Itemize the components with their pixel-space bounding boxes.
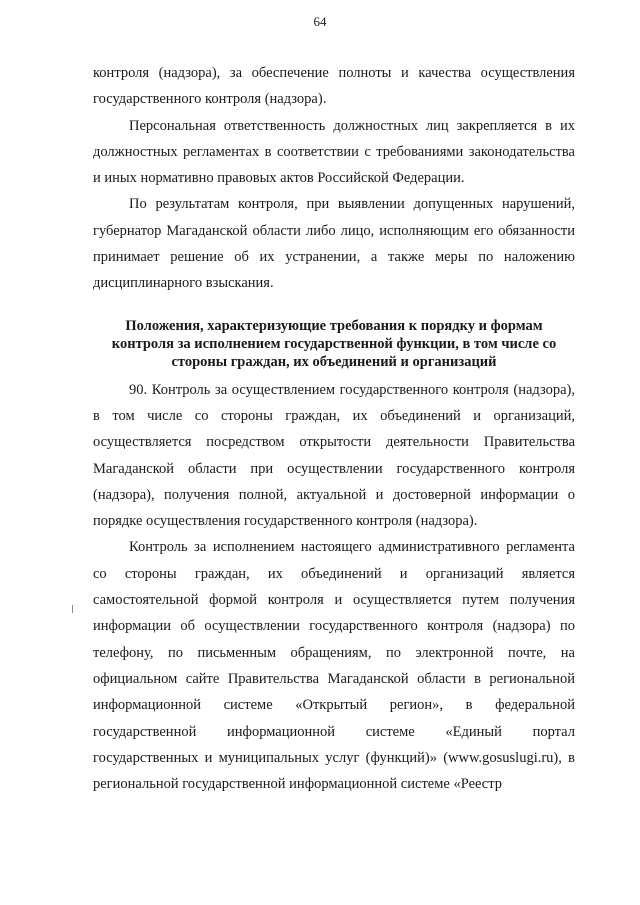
paragraph-control-results: По результатам контроля, при выявлении допущенных нарушений, губернатор Магаданской области либо лицо, исполняющим его обязанности принимает решение об их устранении, а также меры по наложению дисциплинарного взыскания.	[93, 196, 575, 292]
document-body	[93, 60, 575, 797]
page-number: 64	[313, 14, 327, 29]
paragraph-item-90: 90. Контроль за осуществлением государственного контроля (надзора), в том числе со стороны граждан, их объединений и организаций, осуществляется посредством открытости деятельности Правительства Магаданской области при осуществлении государственного контроля (надзора), получения полной, актуальной и достоверной информации о порядке осуществления государственного контроля (надзора).	[93, 381, 575, 530]
section-heading: Положения, характеризующие требования к порядку и формам контроля за исполнением государственной функции, в том числе со стороны граждан, их объединений и организаций	[111, 317, 557, 370]
paragraph-responsibility: Персональная ответственность должностных лиц закрепляется в их должностных регламентах в соответствии с требованиями законодательства и иных нормативно правовых актов Российской Федерации.	[93, 117, 575, 187]
paragraph-continuation: контроля (надзора), за обеспечение полноты и качества осуществления государственного контроля (надзора).	[93, 65, 575, 108]
paragraph-citizen-control: Контроль за исполнением настоящего административного регламента со стороны граждан, их объединений и организаций является самостоятельной формой контроля и осуществляется путем получения информации об осуществлении государственного контроля (надзора) по телефону, по письменным обращениям, по электронной почте, на официальном сайте Правительства Магаданской области в региональной информационной системе «Открытый регион», в федеральной государственной информационной системе «Единый портал государственных и муниципальных услуг (функций)» (www.gosuslugi.ru), в региональной государственной информационной системе «Реестр	[93, 539, 575, 793]
margin-mark	[72, 605, 73, 613]
